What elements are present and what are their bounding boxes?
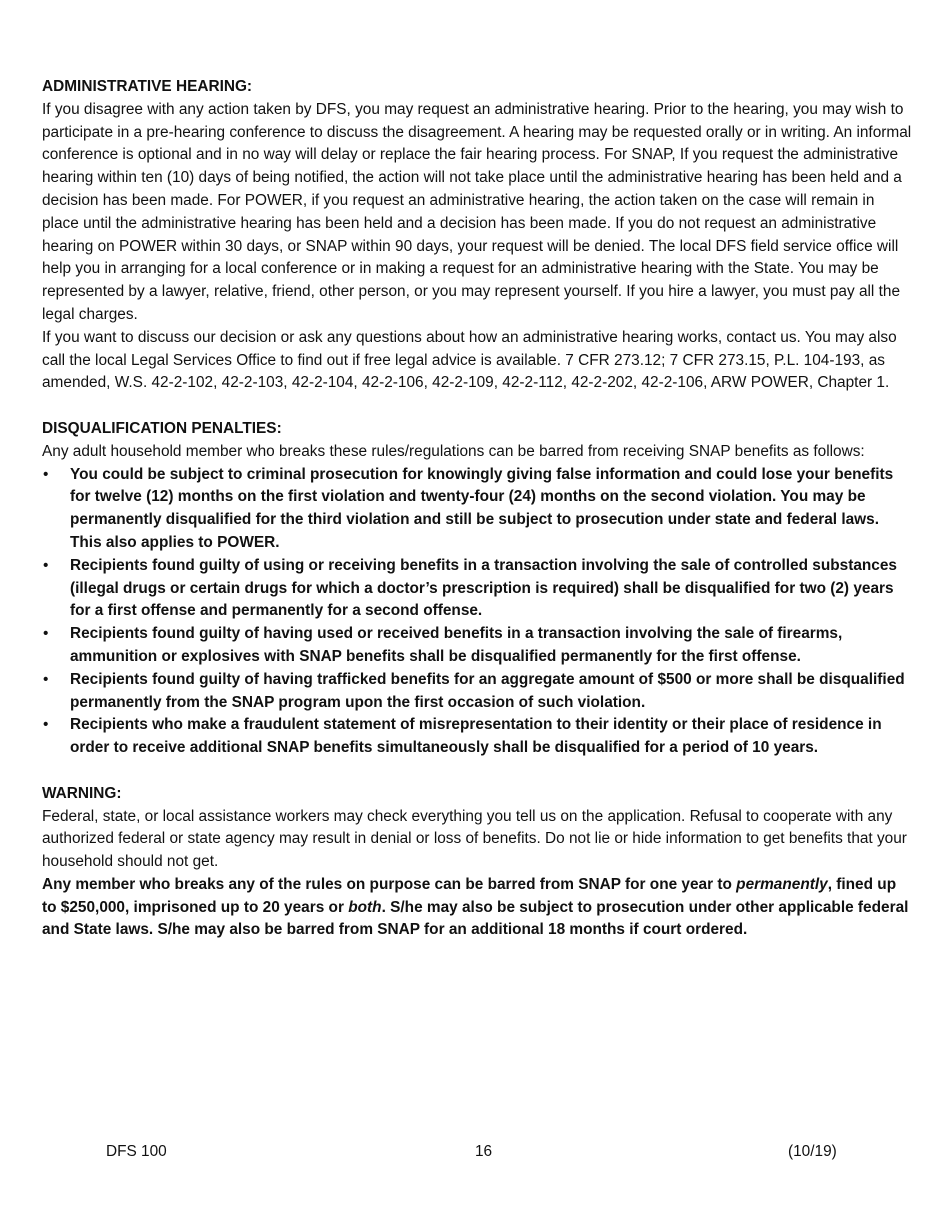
administrative-hearing-section	[42, 76, 914, 395]
list-item	[42, 714, 914, 760]
bullet-icon: •	[43, 625, 49, 643]
warning-paragraph: Federal, state, or local assistance workers may check everything you tell us on the application. Refusal to cooperate with any authorized federal or state agency may result in denial or loss of benefits. Do not lie or hide information to get benefits that your household should not get.	[42, 807, 907, 871]
administrative-hearing-contact-paragraph: If you want to discuss our decision or ask any questions about how an administrative hearing works, contact us. You may also call the local Legal Services Office to find out if free legal advice is available. 7 CFR 273.12; 7 CFR 273.15, P.L. 104-193, as amended, W.S. 42-2-102, 42-2-103, 42-2-104, 42-2-106, 42-2-109, 42-2-112, 42-2-202, 42-2-106, ARW POWER, Chapter 1.	[42, 328, 897, 392]
list-item-text: Recipients who make a fraudulent statement of misrepresentation to their identity or their place of residence in order to receive additional SNAP benefits simultaneously shall be disqualified for a period of 10 years.	[70, 716, 882, 757]
warning-heading: WARNING:	[42, 784, 122, 802]
list-item	[42, 555, 914, 623]
section-spacer	[42, 395, 914, 418]
list-item	[42, 623, 914, 669]
list-item	[42, 464, 914, 555]
warning-penalty-text-2: , fined up to $250,000, imprisoned up to 20 years or	[42, 875, 897, 916]
bullet-icon: •	[43, 556, 49, 574]
list-item-text: Recipients found guilty of having trafficked benefits for an aggregate amount of $500 or more shall be disqualified permanently from the SNAP program upon the first occasion of such violation.	[70, 670, 905, 711]
disqualification-list	[42, 464, 914, 760]
document-page	[42, 76, 914, 942]
page-footer	[0, 1143, 950, 1167]
warning-section	[42, 783, 914, 943]
list-item	[42, 669, 914, 715]
warning-penalty-text-1: Any member who breaks any of the rules on purpose can be barred from SNAP for one year to	[42, 875, 737, 893]
bullet-icon: •	[43, 716, 49, 734]
revision-date: (10/19)	[788, 1143, 837, 1160]
warning-penalty-emphasis-2: both	[348, 898, 382, 916]
administrative-hearing-heading: ADMINISTRATIVE HEARING:	[42, 78, 253, 95]
page-number: 16	[475, 1143, 493, 1160]
list-item-text: Recipients found guilty of having used or received benefits in a transaction involving the sale of firearms, ammunition or explosives with SNAP benefits shall be disqualified permanently for the first offense.	[70, 625, 843, 665]
disqualification-heading: DISQUALIFICATION PENALTIES:	[42, 419, 282, 437]
form-id: DFS 100	[106, 1143, 167, 1160]
bullet-icon: •	[43, 670, 49, 688]
warning-penalty-emphasis-1: permanently	[736, 875, 828, 893]
bullet-icon: •	[43, 465, 49, 483]
list-item-text: Recipients found guilty of using or receiving benefits in a transaction involving the sale of controlled substances (illegal drugs or certain drugs for which a doctor’s prescription is required) shall be disqualified for two (2) years for a first offense and permanently for a second offense.	[70, 556, 897, 620]
list-item-text: You could be subject to criminal prosecution for knowingly giving false information and could lose your benefits for twelve (12) months on the first violation and twenty-four (24) months on the second violation. You may be permanently disqualified for the third violation and still be subject to prosecution under state and federal laws. This also applies to POWER.	[70, 465, 894, 551]
disqualification-intro: Any adult household member who breaks these rules/regulations can be barred from receiving SNAP benefits as follows:	[42, 442, 865, 460]
warning-penalty-text-3: . S/he may also be subject to prosecution under other applicable federal and State laws. S/he may also be barred from SNAP for an additional 18 months if court ordered.	[42, 898, 909, 939]
administrative-hearing-paragraph: If you disagree with any action taken by DFS, you may request an administrative hearing. Prior to the hearing, you may wish to participate in a pre-hearing conference to discuss the disagreement. A hearing may be requested orally or in writing. An informal conference is optional and in no way will delay or replace the fair hearing process. For SNAP, If you request the administrative hearing within ten (10) days of being notified, the action will not take place until the administrative hearing has been held and a decision has been made. For POWER, if you request an administrative hearing, the action taken on the case will remain in place until the administrative hearing has been held and a decision has been made. If you do not request an administrative hearing on POWER within 30 days, or SNAP within 90 days, your request will be denied. The local DFS field service office will help you in arranging for a local conference or in making a request for an administrative hearing with the State. You may be represented by a lawyer, relative, friend, other person, or you may represent yourself. If you hire a lawyer, you must pay all the legal charges.	[42, 100, 912, 323]
warning-penalty-paragraph	[42, 874, 914, 942]
disqualification-section	[42, 418, 914, 760]
section-spacer	[42, 760, 914, 783]
